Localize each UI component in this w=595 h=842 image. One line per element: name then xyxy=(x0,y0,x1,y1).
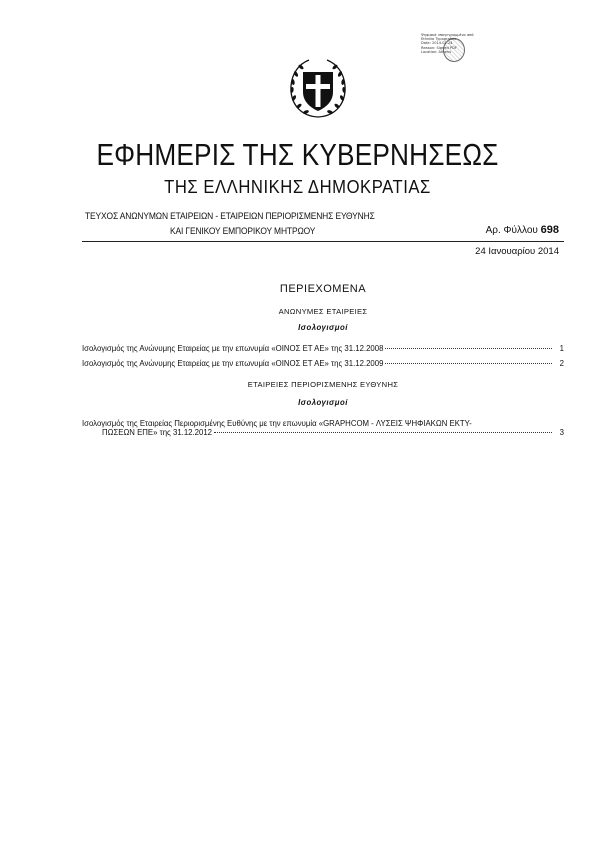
leader-dots xyxy=(385,363,552,364)
entry-text: Ισολογισμός της Ανώνυμης Εταιρείας με την επωνυμία «ΟΙΝΟΣ ΕΤ ΑΕ» της 31.12.2009 xyxy=(82,359,384,368)
issue-type-line1: ΤΕΥΧΟΣ ΑΝΩΝΥΜΩΝ ΕΤΑΙΡΕΙΩΝ - ΕΤΑΙΡΕΙΩΝ ΠΕΡΙΟΡΙΣΜΕΝΗΣ ΕΥΘΥΝΗΣ xyxy=(85,211,375,222)
sheet-number-value: 698 xyxy=(540,224,559,236)
entry-text-line2: ΠΩΣΕΩΝ ΕΠΕ» της 31.12.2012 xyxy=(102,428,213,437)
sheet-label: Αρ. Φύλλου xyxy=(485,225,538,236)
entry-page: 2 xyxy=(559,359,564,368)
digital-signature-stamp xyxy=(421,33,479,95)
section-subtitle: Ισολογισμοί xyxy=(298,398,348,407)
entry-text: Ισολογισμός της Ανώνυμης Εταιρείας με την επωνυμία «ΟΙΝΟΣ ΕΤ ΑΕ» της 31.12.2008 xyxy=(82,344,384,353)
entry-page: 3 xyxy=(559,428,564,437)
issue-date: 24 Ιανουαρίου 2014 xyxy=(475,246,559,257)
leader-dots xyxy=(214,432,552,433)
contents-entry[interactable] xyxy=(82,344,564,353)
contents-entry[interactable] xyxy=(82,419,564,437)
sheet-number xyxy=(486,224,559,236)
coat-of-arms-icon xyxy=(285,56,351,122)
contents-heading: ΠΕΡΙΕΧΟΜΕΝΑ xyxy=(279,283,367,295)
header-rule xyxy=(82,241,564,242)
section-title: ΕΤΑΙΡΕΙΕΣ ΠΕΡΙΟΡΙΣΜΕΝΗΣ ΕΥΘΥΝΗΣ xyxy=(247,380,399,389)
entry-page: 1 xyxy=(559,344,564,353)
leader-dots xyxy=(385,348,552,349)
issue-type-line2: ΚΑΙ ΓΕΝΙΚΟΥ ΕΜΠΟΡΙΚΟΥ ΜΗΤΡΩΟΥ xyxy=(170,226,316,237)
entry-text-line1: Ισολογισμός της Εταιρείας Περιορισμένης Ευθύνης με την επωνυμία «GRAPHCOM - ΛΥΣΕΙΣ ΨΗΦΙΑΚΩΝ ΕΚΤΥ- xyxy=(82,419,472,428)
section-subtitle: Ισολογισμοί xyxy=(298,323,348,332)
gazette-subtitle: ΤΗΣ ΕΛΛΗΝΙΚΗΣ ΔΗΜΟΚΡΑΤΙΑΣ xyxy=(164,176,431,197)
gazette-title: ΕΦΗΜΕΡΙΣ ΤΗΣ ΚΥΒΕΡΝΗΣΕΩΣ xyxy=(96,138,499,172)
contents-entry[interactable] xyxy=(82,359,564,368)
signature-text: Ψηφιακά υπογεγραμμένο από Ethniko Typografeio Date: 2014.01.24 Reason: Signed PDF Location: Athens xyxy=(421,33,474,54)
section-title: ΑΝΩΝΥΜΕΣ ΕΤΑΙΡΕΙΕΣ xyxy=(278,307,368,316)
